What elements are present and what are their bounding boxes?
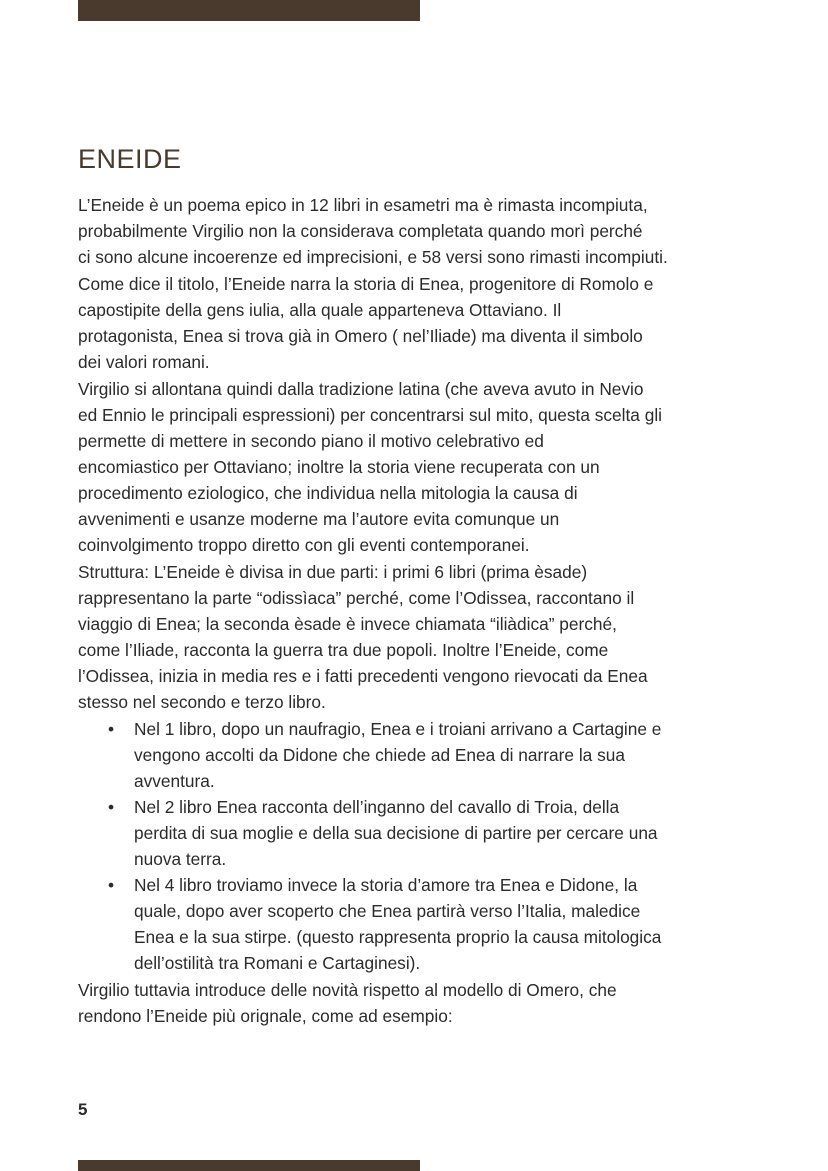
paragraph	[78, 192, 768, 270]
text-line: Virgilio si allontana quindi dalla tradizione latina (che aveva avuto in Nevio	[78, 379, 644, 399]
text-line: encomiastico per Ottaviano; inoltre la storia viene recuperata con un	[78, 457, 600, 477]
text-line: L’Eneide è un poema epico in 12 libri in esametri ma è rimasta incompiuta,	[78, 195, 648, 215]
text-line: ed Ennio le principali espressioni) per concentrarsi sul mito, questa scelta gli	[78, 405, 663, 425]
list-item	[78, 872, 768, 976]
text-line: protagonista, Enea si trova già in Omero ( nel’Iliade) ma diventa il simbolo	[78, 326, 643, 346]
text-line: come l’Iliade, racconta la guerra tra due popoli. Inoltre l’Eneide, come	[78, 640, 609, 660]
page-title: ENEIDE	[78, 144, 182, 174]
text-line: Virgilio tuttavia introduce delle novità rispetto al modello di Omero, che	[78, 980, 617, 1000]
text-line: capostipite della gens iulia, alla quale apparteneva Ottaviano. Il	[78, 300, 562, 320]
text-line: vengono accolti da Didone che chiede ad Enea di narrare la sua	[134, 745, 625, 765]
header-bar	[78, 0, 420, 21]
text-line: nuova terra.	[134, 849, 227, 869]
text-line: coinvolgimento troppo diretto con gli eventi contemporanei.	[78, 535, 530, 555]
paragraph	[78, 977, 768, 1029]
text-line: stesso nel secondo e terzo libro.	[78, 692, 326, 712]
text-line: Struttura: L’Eneide è divisa in due parti: i primi 6 libri (prima èsade)	[78, 562, 588, 582]
text-line: avventura.	[134, 771, 215, 791]
footer-bar	[78, 1160, 420, 1171]
text-line: • Nel 1 libro, dopo un naufragio, Enea e i troiani arrivano a Cartagine e	[134, 719, 662, 739]
paragraph	[78, 376, 768, 558]
text-line: permette di mettere in secondo piano il motivo celebrativo ed	[78, 431, 544, 451]
text-line: rappresentano la parte “odissìaca” perché, come l’Odissea, raccontano il	[78, 588, 635, 608]
list-item	[78, 794, 768, 872]
text-line: • Nel 4 libro troviamo invece la storia d’amore tra Enea e Didone, la	[134, 875, 638, 895]
text-line: Enea e la sua stirpe. (questo rappresenta proprio la causa mitologica	[134, 927, 662, 947]
paragraph	[78, 271, 768, 375]
bullet-list	[78, 716, 768, 976]
text-line: Come dice il titolo, l’Eneide narra la storia di Enea, progenitore di Romolo e	[78, 274, 654, 294]
text-line: dell’ostilità tra Romani e Cartaginesi).	[134, 953, 421, 973]
text-line: perdita di sua moglie e della sua decisione di partire per cercare una	[134, 823, 658, 843]
text-line: procedimento eziologico, che individua nella mitologia la causa di	[78, 483, 578, 503]
text-line: l’Odissea, inizia in media res e i fatti precedenti vengono rievocati da Enea	[78, 666, 648, 686]
text-line: dei valori romani.	[78, 352, 210, 372]
text-line: ci sono alcune incoerenze ed imprecisioni, e 58 versi sono rimasti incompiuti.	[78, 247, 668, 267]
text-line: quale, dopo aver scoperto che Enea partirà verso l’Italia, maledice	[134, 901, 641, 921]
text-line: • Nel 2 libro Enea racconta dell’inganno del cavallo di Troia, della	[134, 797, 620, 817]
text-line: probabilmente Virgilio non la considerava completata quando morì perché	[78, 221, 643, 241]
text-line: viaggio di Enea; la seconda èsade è invece chiamata “iliàdica” perché,	[78, 614, 617, 634]
page-number: 5	[78, 1100, 88, 1119]
text-line: rendono l’Eneide più orignale, come ad esempio:	[78, 1006, 453, 1026]
list-item	[78, 716, 768, 794]
text-line: avvenimenti e usanze moderne ma l’autore evita comunque un	[78, 509, 560, 529]
paragraph	[78, 559, 768, 715]
document-body	[78, 192, 768, 1030]
